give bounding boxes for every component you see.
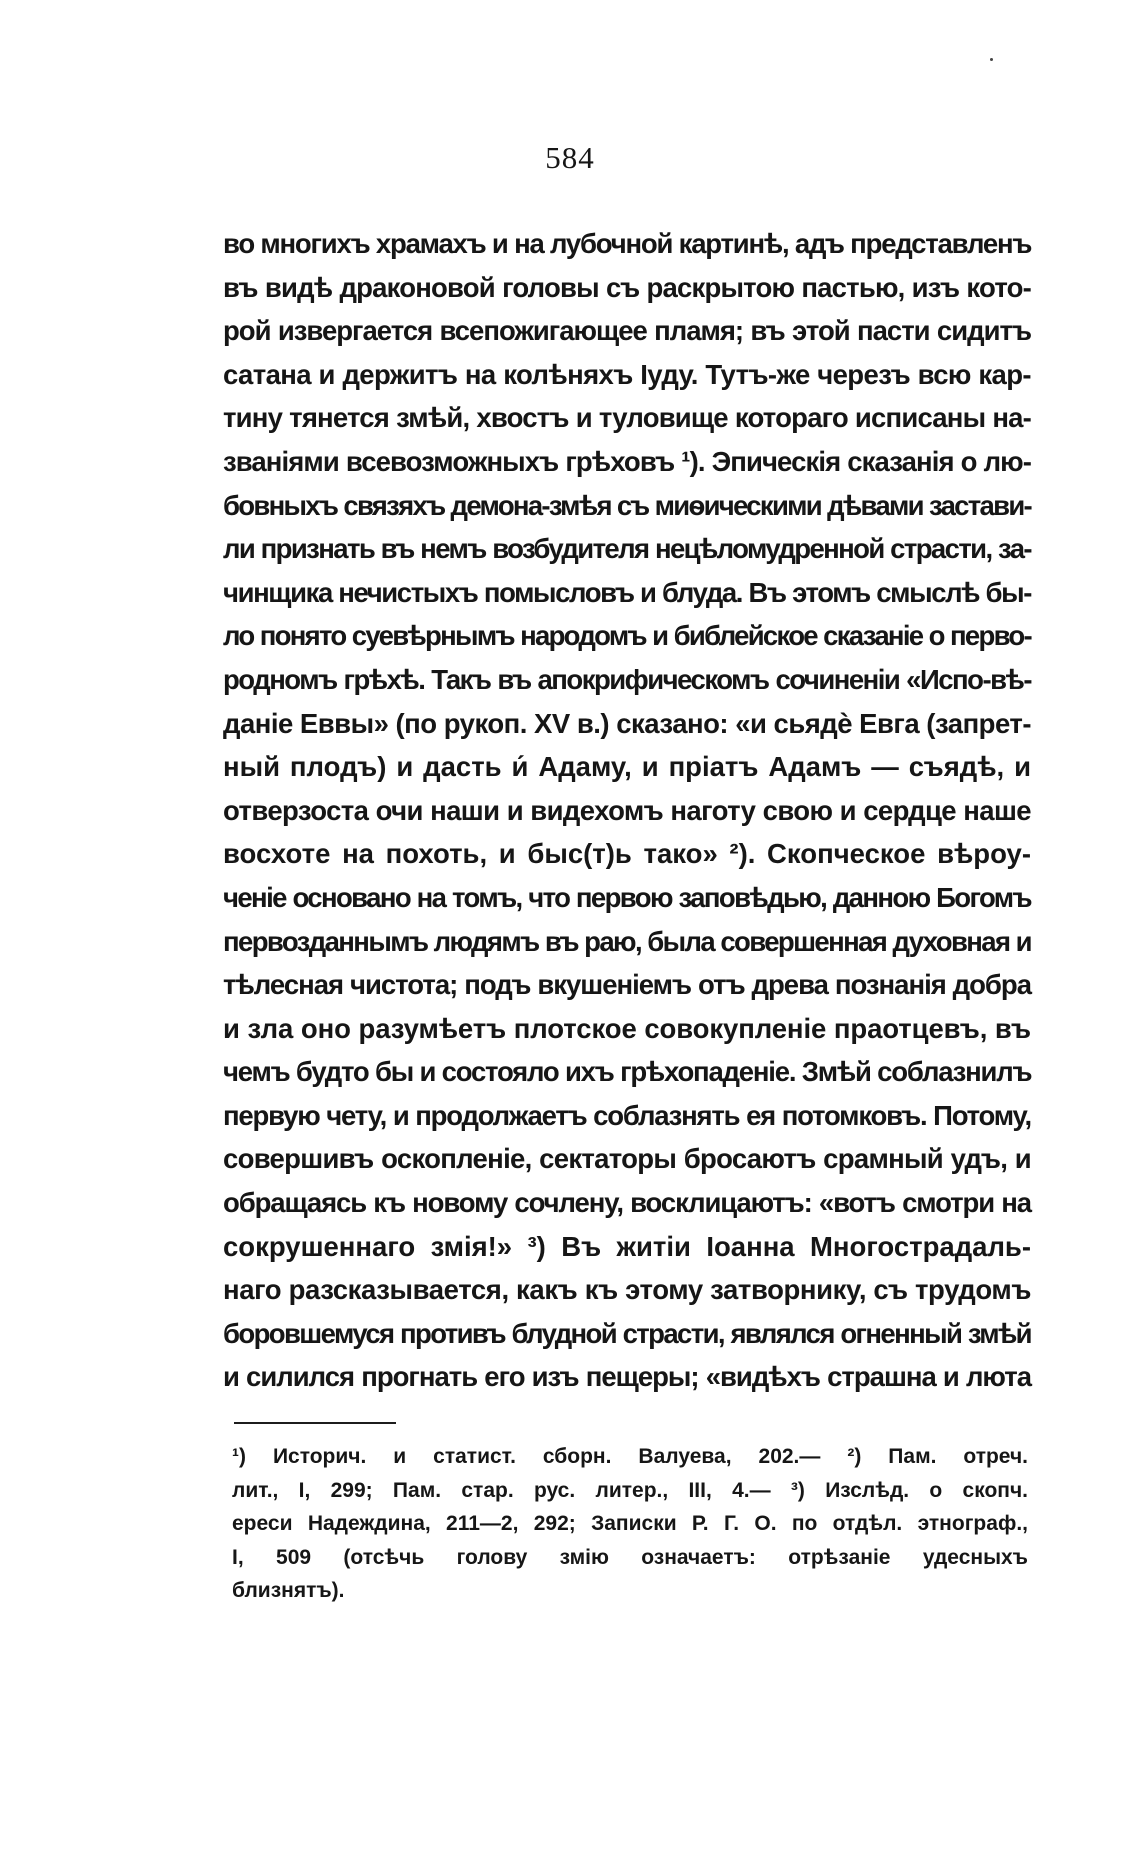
text-line: рой извергается всепожигающее пламя; въ этой пасти сидитъ	[223, 315, 1031, 347]
text-line: первозданнымъ людямъ въ раю, была совершенная духовная и	[223, 925, 1031, 957]
page-number: 584	[545, 140, 595, 175]
footnote-line: лит., I, 299; Пам. стар. рус. литер., III, 4.— ³) Изслѣд. о скопч.	[232, 1478, 1028, 1502]
footnotes	[232, 1440, 1028, 1608]
text-line: сокрушеннаго змія!» ³) Въ житіи Іоанна Многострадаль-	[223, 1230, 1031, 1262]
text-line: ченіе основано на томъ, что первою заповѣдью, данною Богомъ	[223, 881, 1031, 913]
text-line: ло понято суевѣрнымъ народомъ и библейское сказаніе о перво-	[223, 620, 1031, 652]
text-line: и силился прогнать его изъ пещеры; «видѣхъ страшна и люта	[223, 1361, 1031, 1393]
text-line: боровшемуся противъ блудной страсти, являлся огненный змѣй	[223, 1317, 1031, 1349]
text-line: чинщика нечистыхъ помысловъ и блуда. Въ этомъ смыслѣ бы-	[223, 576, 1031, 608]
text-line: восхоте на похоть, и быс(т)ь тако» ²). Скопческое вѣроу-	[223, 838, 1031, 870]
main-text	[223, 222, 1031, 1399]
text-line: ный плодъ) и дасть и́ Адаму, и пріатъ Адамъ — съядѣ, и	[223, 751, 1031, 783]
text-line: тину тянется змѣй, хвостъ и туловище котораго исписаны на-	[223, 402, 1031, 434]
footnote-divider	[234, 1422, 396, 1424]
footnote-line: ¹) Историч. и статист. сборн. Валуева, 202.— ²) Пам. отреч.	[232, 1445, 1028, 1468]
text-line: бовныхъ связяхъ демона-змѣя съ миѳическими дѣвами застави-	[223, 489, 1031, 521]
text-line: званіями всевозможныхъ грѣховъ ¹). Эпическія сказанія о лю-	[223, 445, 1031, 477]
text-line: тѣлесная чистота; подъ вкушеніемъ отъ древа познанія добра	[223, 969, 1031, 1001]
print-speck	[990, 58, 993, 61]
text-line: обращаясь къ новому сочлену, восклицаютъ: «вотъ смотри на	[223, 1187, 1031, 1219]
footnote-line: близнятъ).	[232, 1579, 345, 1602]
text-line: чемъ будто бы и состояло ихъ грѣхопаденіе. Змѣй соблазнилъ	[223, 1056, 1032, 1088]
text-line: совершивъ оскопленіе, сектаторы бросаютъ срамный удъ, и	[223, 1143, 1031, 1175]
text-line: сатана и держитъ на колѣняхъ Іуду. Тутъ-же черезъ всю кар-	[223, 358, 1031, 390]
text-line: родномъ грѣхѣ. Такъ въ апокрифическомъ сочиненіи «Испо-вѣ-	[223, 663, 1031, 695]
text-line: первую чету, и продолжаетъ соблазнять ея потомковъ. Потому,	[223, 1099, 1031, 1131]
text-line: ли признать въ немъ возбудителя нецѣломудренной страсти, за-	[223, 533, 1031, 565]
text-line: во многихъ храмахъ и на лубочной картинѣ, адъ представленъ	[223, 228, 1032, 259]
text-line: и зла оно разумѣетъ плотское совокупленіе праотцевъ, въ	[223, 1012, 1031, 1044]
text-line: наго разсказывается, какъ къ этому затворнику, съ трудомъ	[223, 1274, 1031, 1306]
text-line: въ видѣ драконовой головы съ раскрытою пастью, изъ кото-	[223, 271, 1031, 303]
text-line: отверзоста очи наши и видехомъ наготу свою и сердце наше	[223, 794, 1031, 826]
footnote-line: I, 509 (отсѣчь голову змію означаетъ: отрѣзаніе удесныхъ	[232, 1545, 1028, 1569]
footnote-line: ереси Надеждина, 211—2, 292; Записки Р. Г. О. по отдѣл. этнограф.,	[232, 1512, 1028, 1535]
text-line: даніе Еввы» (по рукоп. XV в.) сказано: «и сьядѐ Евга (запрет-	[223, 707, 1032, 739]
